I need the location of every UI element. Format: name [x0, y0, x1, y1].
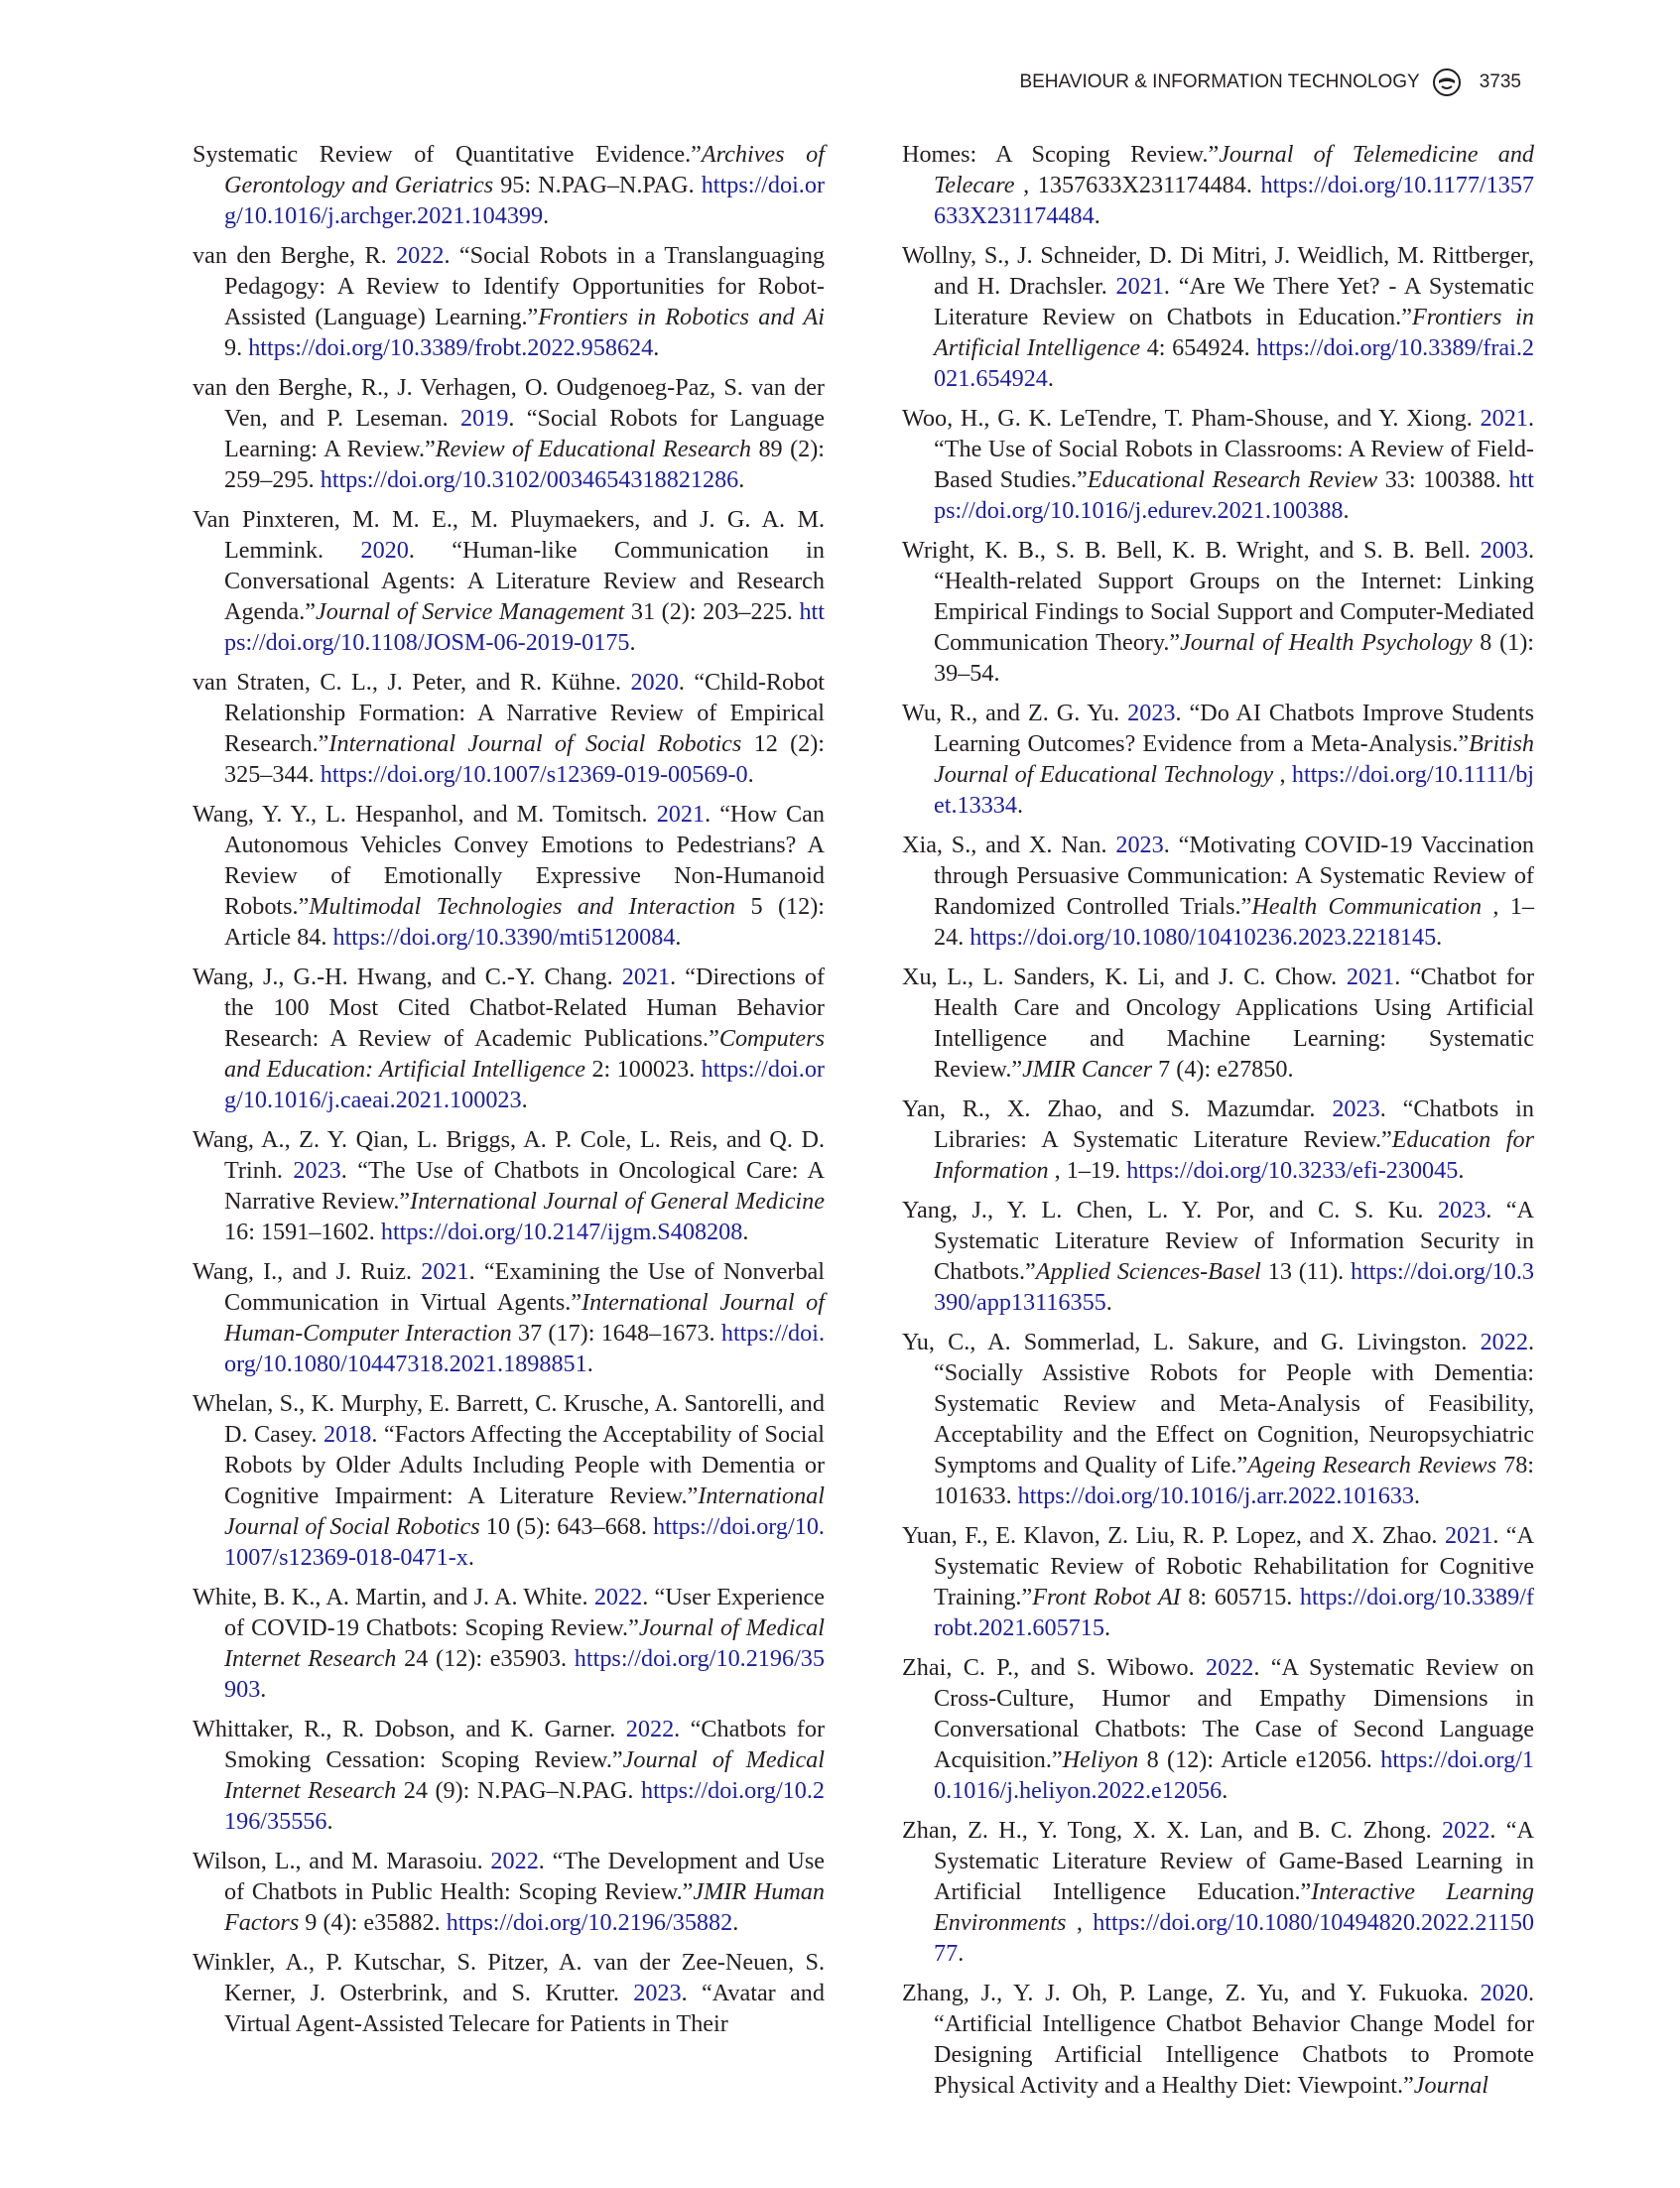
- reference-end-punct: .: [747, 761, 754, 788]
- reference-volume: 24 (12): e35903.: [404, 1645, 568, 1672]
- reference-authors: Yuan, F., E. Klavon, Z. Liu, R. P. Lopez, and X. Zhao.: [902, 1522, 1438, 1549]
- reference-year-link[interactable]: 2021: [421, 1258, 469, 1285]
- reference-volume: 7 (4): e27850.: [1158, 1056, 1294, 1083]
- reference-end-punct: .: [260, 1676, 267, 1703]
- reference-volume: 13 (11).: [1267, 1258, 1345, 1285]
- reference-end-punct: .: [586, 1351, 593, 1377]
- reference-title: . “The Use of Chatbots in Oncological Care: A Narrative Review.”: [224, 1157, 826, 1215]
- reference-title: . “Do AI Chatbots Improve Students Learning Outcomes? Evidence from a Meta-Analysis.”: [934, 700, 1534, 757]
- reference-journal: Archives of Gerontology and Geriatrics: [224, 141, 825, 198]
- reference-doi-link[interactable]: https://doi.org/10.1177/1357633X231174484: [934, 172, 1535, 229]
- reference-doi-link[interactable]: https://doi.org/10.3389/frai.2021.654924: [934, 334, 1535, 392]
- reference-end-punct: .: [1047, 365, 1054, 392]
- reference-journal: Journal of Medical Internet Research: [224, 1614, 825, 1672]
- reference-doi-link[interactable]: https://doi.org/10.3102/0034654318821286: [320, 466, 739, 493]
- reference-end-punct: .: [1436, 924, 1443, 951]
- reference-title: . “Are We There Yet? - A Systematic Literature Review on Chatbots in Education.”: [934, 273, 1534, 330]
- reference-title: . “The Development and Use of Chatbots in Public Health: Scoping Review.”: [224, 1848, 825, 1905]
- reference-doi-link[interactable]: https://doi.org/10.1016/j.archger.2021.104399: [224, 172, 826, 229]
- reference-end-punct: .: [1016, 792, 1024, 819]
- reference-journal: JMIR Cancer: [1022, 1056, 1153, 1083]
- reference-authors: Wright, K. B., S. B. Bell, K. B. Wright, and S. B. Bell.: [902, 537, 1471, 564]
- reference-doi-link[interactable]: https://doi.org/10.1007/s12369-019-00569-0: [320, 761, 748, 788]
- reference-title: . “How Can Autonomous Vehicles Convey Emotions to Pedestrians? A Review of Emotionally Expressive Non-Humanoid Robots.”: [224, 801, 826, 920]
- references-right-column: [902, 139, 1534, 2110]
- reference-end-punct: .: [1343, 497, 1350, 524]
- reference-title: . “Social Robots for Language Learning: A Review.”: [224, 405, 826, 462]
- reference-journal: Education for Information: [934, 1126, 1534, 1184]
- reference-entry: [902, 535, 1534, 689]
- reference-doi-link[interactable]: https://doi.org/10.3389/frobt.2021.605715: [934, 1584, 1534, 1641]
- reference-entry: [193, 1947, 825, 2039]
- reference-entry: [902, 830, 1534, 953]
- reference-journal: Frontiers in Artificial Intelligence: [934, 304, 1535, 361]
- reference-title: . “Chatbot for Health Care and Oncology Applications Using Artificial Intelligence and Machine Learning: Systematic Review.”: [934, 964, 1534, 1083]
- references-left-column: [193, 139, 825, 2048]
- reference-entry: [193, 962, 825, 1115]
- reference-entry: [902, 139, 1534, 231]
- reference-year-link[interactable]: 2022: [1442, 1817, 1490, 1844]
- reference-volume: 9.: [224, 334, 243, 361]
- reference-end-punct: .: [653, 334, 660, 361]
- reference-entry: [193, 372, 825, 495]
- reference-entry: [902, 1195, 1534, 1318]
- reference-title: . “The Use of Social Robots in Classrooms: A Review of Field-Based Studies.”: [934, 405, 1534, 493]
- reference-year-link[interactable]: 2020: [630, 669, 679, 696]
- reference-volume: 33: 100388.: [1384, 466, 1501, 493]
- reference-year-link[interactable]: 2023: [1115, 832, 1164, 858]
- reference-year-link[interactable]: 2022: [1480, 1329, 1528, 1355]
- reference-entry: [902, 403, 1534, 526]
- reference-title: . “Chatbots in Libraries: A Systematic Literature Review.”: [934, 1095, 1534, 1153]
- reference-authors: Wollny, S., J. Schneider, D. Di Mitri, J. Weidlich, M. Rittberger, and H. Drachsler.: [902, 242, 1534, 300]
- reference-authors: Wang, Y. Y., L. Hespanhol, and M. Tomitsch.: [193, 801, 648, 828]
- reference-entry: [902, 1520, 1534, 1643]
- reference-entry: [193, 504, 825, 658]
- reference-journal: JMIR Human Factors: [224, 1878, 825, 1936]
- reference-entry: [193, 1388, 825, 1573]
- running-header: [1019, 67, 1521, 97]
- reference-doi-link[interactable]: https://doi.org/10.2196/35903: [224, 1645, 825, 1703]
- reference-entry: [193, 1124, 825, 1247]
- reference-year-link[interactable]: 2022: [593, 1584, 643, 1610]
- reference-title: . “Health-related Support Groups on the Internet: Linking Empirical Findings to Social Support and Computer-Mediated Communication Theory.”: [934, 537, 1535, 656]
- reference-entry: [193, 1714, 825, 1837]
- reference-year-link[interactable]: 2023: [1332, 1095, 1380, 1122]
- reference-journal: Health Communication: [1251, 893, 1483, 920]
- reference-authors: Yu, C., A. Sommerlad, L. Sakure, and G. Livingston.: [902, 1329, 1468, 1355]
- reference-year-link[interactable]: 2022: [490, 1848, 539, 1874]
- reference-entry: [193, 139, 825, 231]
- reference-year-link[interactable]: 2020: [1480, 1980, 1528, 2006]
- reference-journal: International Journal of General Medicine: [410, 1188, 825, 1215]
- reference-entry: [902, 1094, 1534, 1186]
- reference-year-link[interactable]: 2022: [1206, 1654, 1254, 1681]
- reference-end-punct: .: [326, 1808, 333, 1835]
- reference-end-punct: .: [543, 202, 550, 229]
- reference-authors: Zhai, C. P., and S. Wibowo.: [902, 1654, 1195, 1681]
- reference-journal: Applied Sciences-Basel: [1035, 1258, 1261, 1285]
- reference-doi-link[interactable]: https://doi.org/10.2196/35556: [224, 1777, 825, 1835]
- reference-volume: 95: N.PAG–N.PAG.: [500, 172, 695, 198]
- reference-title: . “User Experience of COVID-19 Chatbots: Scoping Review.”: [224, 1584, 826, 1641]
- reference-end-punct: .: [732, 1909, 739, 1936]
- reference-journal: Journal of Service Management: [316, 598, 625, 625]
- reference-title: Homes: A Scoping Review.”: [902, 141, 1220, 168]
- reference-doi-link[interactable]: https://doi.org/10.1016/j.edurev.2021.100388: [934, 466, 1534, 524]
- reference-doi-link[interactable]: https://doi.org/10.1111/bjet.13334: [934, 761, 1535, 819]
- reference-doi-link[interactable]: https://doi.org/10.3390/mti5120084: [332, 924, 676, 951]
- reference-volume: 9 (4): e35882.: [305, 1909, 441, 1936]
- reference-doi-link[interactable]: https://doi.org/10.2147/ijgm.S408208: [380, 1219, 743, 1245]
- reference-journal: Front Robot AI: [1032, 1584, 1181, 1610]
- reference-entry: [902, 240, 1534, 394]
- reference-journal: Journal: [1413, 2072, 1489, 2099]
- reference-year-link[interactable]: 2023: [633, 1980, 682, 2006]
- reference-authors: Zhan, Z. H., Y. Tong, X. X. Lan, and B. C. Zhong.: [902, 1817, 1432, 1844]
- reference-journal: Journal of Telemedicine and Telecare: [934, 141, 1535, 198]
- reference-entry: [902, 698, 1534, 821]
- reference-journal: Multimodal Technologies and Interaction: [309, 893, 736, 920]
- reference-volume: 10 (5): 643–668.: [485, 1513, 647, 1540]
- reference-end-punct: .: [1105, 1289, 1112, 1316]
- reference-doi-link[interactable]: https://doi.org/10.1007/s12369-018-0471-x: [224, 1513, 825, 1571]
- reference-year-link[interactable]: 2023: [1127, 700, 1176, 726]
- reference-authors: Wang, I., and J. Ruiz.: [193, 1258, 412, 1285]
- reference-authors: Whittaker, R., R. Dobson, and K. Garner.: [193, 1716, 616, 1742]
- reference-end-punct: .: [958, 1940, 965, 1967]
- reference-year-link[interactable]: 2021: [1115, 273, 1164, 300]
- reference-title: . “A Systematic Literature Review of Game-Based Learning in Artificial Intelligence Education.”: [934, 1817, 1535, 1905]
- reference-authors: Van Pinxteren, M. M. E., M. Pluymaekers, and J. G. A. M. Lemmink.: [193, 506, 825, 564]
- reference-authors: Wilson, L., and M. Marasoiu.: [193, 1848, 483, 1874]
- reference-doi-link[interactable]: https://doi.org/10.2196/35882: [446, 1909, 733, 1936]
- reference-entry: [902, 962, 1534, 1085]
- reference-journal: Review of Educational Research: [435, 436, 752, 462]
- reference-year-link[interactable]: 2021: [1346, 964, 1395, 990]
- reference-journal: International Journal of Social Robotics: [328, 730, 742, 757]
- reference-journal: Journal of Medical Internet Research: [224, 1746, 825, 1804]
- reference-year-link[interactable]: 2021: [656, 801, 706, 828]
- reference-entry: [193, 240, 825, 363]
- reference-journal: Computers and Education: Artificial Intelligence: [224, 1025, 825, 1083]
- reference-authors: Yang, J., Y. L. Chen, L. Y. Por, and C. S. Ku.: [902, 1197, 1424, 1223]
- reference-journal: International Journal of Human-Computer Interaction: [224, 1289, 825, 1347]
- reference-authors: Wang, A., Z. Y. Qian, L. Briggs, A. P. Cole, L. Reis, and Q. D. Trinh.: [193, 1126, 825, 1184]
- reference-title: . “Factors Affecting the Acceptability of Social Robots by Older Adults Including People with Dementia or Cognitive Impairment: A Literature Review.”: [224, 1421, 825, 1509]
- reference-year-link[interactable]: 2023: [293, 1157, 341, 1184]
- reference-volume: , 1–19.: [1054, 1157, 1121, 1184]
- reference-authors: van Straten, C. L., J. Peter, and R. Kühne.: [193, 669, 621, 696]
- reference-volume: 2: 100023.: [591, 1056, 696, 1083]
- reference-authors: Xu, L., L. Sanders, K. Li, and J. C. Chow.: [902, 964, 1338, 990]
- reference-year-link[interactable]: 2020: [360, 537, 409, 564]
- reference-volume: ,: [1076, 1909, 1083, 1936]
- journal-running-title: BEHAVIOUR & INFORMATION TECHNOLOGY: [1019, 71, 1420, 92]
- reference-title: . “A Systematic Review of Robotic Rehabilitation for Cognitive Training.”: [934, 1522, 1535, 1610]
- reference-volume: 8 (1): 39–54.: [934, 629, 1534, 687]
- reference-volume: 4: 654924.: [1146, 334, 1250, 361]
- reference-doi-link[interactable]: https://doi.org/10.1080/10447318.2021.1898851: [224, 1320, 825, 1377]
- reference-authors: van den Berghe, R., J. Verhagen, O. Oudgenoeg-Paz, S. van der Ven, and P. Leseman.: [193, 374, 825, 432]
- reference-year-link[interactable]: 2019: [460, 405, 509, 432]
- taylor-francis-logo-icon: [1432, 67, 1462, 97]
- reference-volume: 8 (12): Article e12056.: [1146, 1746, 1372, 1773]
- reference-authors: Xia, S., and X. Nan.: [902, 832, 1107, 858]
- reference-title: . “A Systematic Review on Cross-Culture, Humor and Empathy Dimensions in Conversational Chatbots: The Case of Second Language Acquisition.”: [934, 1654, 1534, 1773]
- reference-entry: [193, 667, 825, 790]
- reference-title: . “Artificial Intelligence Chatbot Behavior Change Model for Designing Artificial Intelligence Chatbots to Promote Physical Activity and a Healthy Diet: Viewpoint.”: [934, 1980, 1535, 2099]
- reference-doi-link[interactable]: https://doi.org/10.1108/JOSM-06-2019-0175: [224, 598, 825, 656]
- reference-authors: Yan, R., X. Zhao, and S. Mazumdar.: [902, 1095, 1316, 1122]
- reference-authors: Zhang, J., Y. J. Oh, P. Lange, Z. Yu, and Y. Fukuoka.: [902, 1980, 1469, 2006]
- reference-entry: [193, 1582, 825, 1705]
- reference-entry: [193, 1846, 825, 1938]
- reference-authors: van den Berghe, R.: [193, 242, 387, 269]
- reference-volume: , 1–24.: [934, 893, 1535, 951]
- reference-entry: [902, 1652, 1534, 1806]
- reference-journal: British Journal of Educational Technology: [934, 730, 1534, 788]
- reference-doi-link[interactable]: https://doi.org/10.1080/10494820.2022.2115077: [934, 1909, 1535, 1967]
- reference-volume: ,: [1279, 761, 1286, 788]
- reference-title: . “Motivating COVID-19 Vaccination through Persuasive Communication: A Systematic Review of Randomized Controlled Trials.”: [934, 832, 1535, 920]
- reference-volume: 31 (2): 203–225.: [630, 598, 793, 625]
- reference-end-punct: .: [1413, 1482, 1421, 1509]
- reference-year-link[interactable]: 2021: [1444, 1522, 1493, 1549]
- reference-year-link[interactable]: 2018: [323, 1421, 372, 1448]
- reference-doi-link[interactable]: https://doi.org/10.3233/efi-230045: [1126, 1157, 1459, 1184]
- reference-title: . “Human-like Communication in Conversational Agents: A Literature Review and Research Agenda.”: [224, 537, 825, 625]
- reference-volume: 78: 101633.: [934, 1452, 1535, 1509]
- reference-volume: 37 (17): 1648–1673.: [518, 1320, 715, 1347]
- reference-end-punct: .: [738, 466, 745, 493]
- reference-volume: 5 (12): Article 84.: [224, 893, 825, 951]
- reference-journal: Educational Research Review: [1087, 466, 1378, 493]
- reference-doi-link[interactable]: https://doi.org/10.1016/j.heliyon.2022.e12056: [934, 1746, 1534, 1804]
- reference-volume: 12 (2): 325–344.: [224, 730, 825, 788]
- reference-doi-link[interactable]: https://doi.org/10.3390/app13116355: [934, 1258, 1534, 1316]
- reference-authors: Wu, R., and Z. G. Yu.: [902, 700, 1120, 726]
- reference-title: . “Directions of the 100 Most Cited Chatbot-Related Human Behavior Research: A Review of Academic Publications.”: [224, 964, 826, 1052]
- reference-authors: White, B. K., A. Martin, and J. A. White.: [193, 1584, 588, 1610]
- reference-year-link[interactable]: 2023: [1437, 1197, 1486, 1223]
- reference-doi-link[interactable]: https://doi.org/10.1080/10410236.2023.2218145: [969, 924, 1437, 951]
- reference-doi-link[interactable]: https://doi.org/10.1016/j.arr.2022.101633: [1017, 1482, 1414, 1509]
- reference-end-punct: .: [1094, 202, 1100, 229]
- reference-title: . “Child-Robot Relationship Formation: A Narrative Review of Empirical Research.”: [224, 669, 826, 757]
- reference-entry: [902, 1327, 1534, 1511]
- reference-title: . “Chatbots for Smoking Cessation: Scoping Review.”: [224, 1716, 825, 1773]
- reference-title: . “A Systematic Literature Review of Information Security in Chatbots.”: [934, 1197, 1535, 1285]
- page-number: 3735: [1479, 71, 1521, 92]
- reference-authors: Wang, J., G.-H. Hwang, and C.-Y. Chang.: [193, 964, 613, 990]
- reference-volume: , 1357633X231174484.: [1023, 172, 1252, 198]
- reference-end-punct: .: [1104, 1614, 1111, 1641]
- reference-volume: 24 (9): N.PAG–N.PAG.: [403, 1777, 634, 1804]
- reference-year-link[interactable]: 2021: [621, 964, 671, 990]
- reference-journal: Heliyon: [1062, 1746, 1139, 1773]
- reference-end-punct: .: [675, 924, 682, 951]
- reference-title: Systematic Review of Quantitative Evidence.”: [193, 141, 702, 168]
- reference-volume: 8: 605715.: [1188, 1584, 1293, 1610]
- reference-journal: International Journal of Social Robotics: [224, 1482, 825, 1540]
- reference-volume: 89 (2): 259–295.: [224, 436, 825, 493]
- reference-journal: Frontiers in Robotics and Ai: [538, 304, 825, 330]
- reference-end-punct: .: [742, 1219, 749, 1245]
- reference-journal: Journal of Health Psychology: [1180, 629, 1473, 656]
- reference-year-link[interactable]: 2003: [1480, 537, 1528, 564]
- reference-year-link[interactable]: 2022: [396, 242, 445, 269]
- reference-doi-link[interactable]: https://doi.org/10.3389/frobt.2022.958624: [248, 334, 654, 361]
- reference-end-punct: .: [467, 1544, 474, 1571]
- reference-entry: [193, 1256, 825, 1379]
- reference-title: . “Social Robots in a Translanguaging Pedagogy: A Review to Identify Opportunities for Robot-Assisted (Language) Learning.”: [224, 242, 826, 330]
- reference-authors: Woo, H., G. K. LeTendre, T. Pham-Shouse, and Y. Xiong.: [902, 405, 1473, 432]
- reference-year-link[interactable]: 2022: [625, 1716, 675, 1742]
- reference-title: . “Avatar and Virtual Agent-Assisted Telecare for Patients in Their: [224, 1980, 825, 2037]
- reference-title: . “Socially Assistive Robots for People with Dementia: Systematic Review and Meta-Analysis of Feasibility, Acceptability and the Effect on Cognition, Neuropsychiatric Symptoms and Quality of Life.”: [934, 1329, 1534, 1479]
- reference-year-link[interactable]: 2021: [1480, 405, 1528, 432]
- reference-journal: Ageing Research Reviews: [1247, 1452, 1497, 1479]
- reference-entry: [193, 799, 825, 953]
- reference-doi-link[interactable]: https://doi.org/10.1016/j.caeai.2021.100023: [224, 1056, 825, 1113]
- reference-journal: Interactive Learning Environments: [934, 1878, 1534, 1936]
- reference-volume: 16: 1591–1602.: [224, 1219, 375, 1245]
- reference-end-punct: .: [629, 629, 636, 656]
- reference-entry: [902, 1815, 1534, 1969]
- reference-end-punct: .: [521, 1087, 528, 1113]
- reference-end-punct: .: [1222, 1777, 1228, 1804]
- reference-authors: Whelan, S., K. Murphy, E. Barrett, C. Krusche, A. Santorelli, and D. Casey.: [193, 1390, 825, 1448]
- reference-entry: [902, 1978, 1534, 2101]
- reference-title: . “Examining the Use of Nonverbal Communication in Virtual Agents.”: [224, 1258, 826, 1316]
- reference-authors: Winkler, A., P. Kutschar, S. Pitzer, A. van der Zee-Neuen, S. Kerner, J. Osterbrink, and S. Krutter.: [193, 1949, 825, 2006]
- reference-end-punct: .: [1458, 1157, 1465, 1184]
